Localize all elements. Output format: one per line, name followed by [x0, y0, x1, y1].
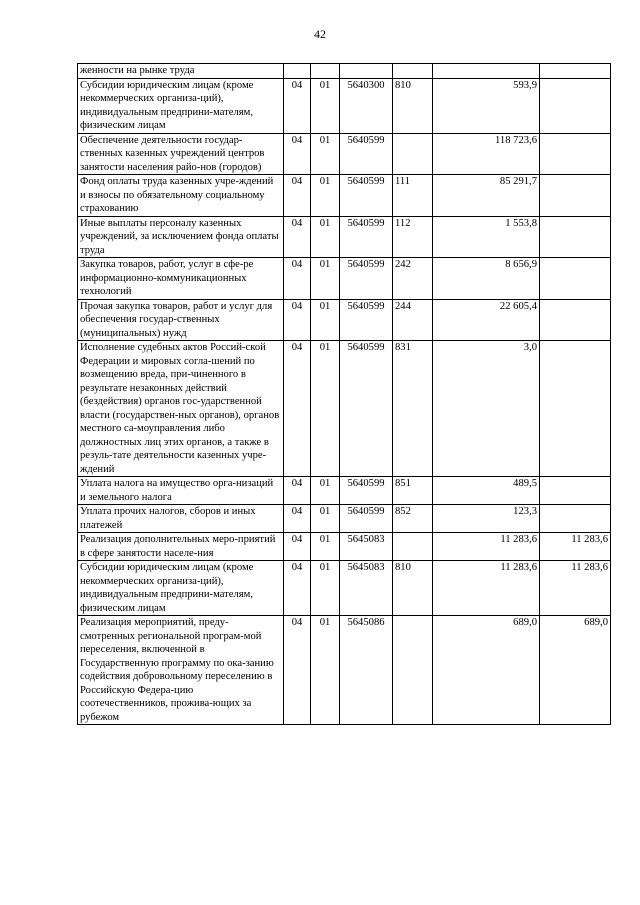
expense-name-cell: Фонд оплаты труда казенных учре-ждений и взносы по обязательному социальному страхованию: [78, 175, 284, 217]
table-row: [78, 561, 611, 616]
amount-cell: 593,9: [433, 78, 540, 133]
amount-federal-cell: 11 283,6: [540, 533, 611, 561]
table-row: [78, 533, 611, 561]
target-article-cell: 5640599: [340, 299, 393, 341]
section-code-cell: 04: [284, 133, 311, 175]
amount-federal-cell: [540, 216, 611, 258]
target-article-cell: 5640599: [340, 133, 393, 175]
table-row: [78, 78, 611, 133]
section-code-cell: 04: [284, 175, 311, 217]
amount-cell: 22 605,4: [433, 299, 540, 341]
subsection-code-cell: 01: [311, 341, 340, 477]
subsection-code-cell: 01: [311, 505, 340, 533]
subsection-code-cell: 01: [311, 78, 340, 133]
expense-name-cell: Уплата налога на имущество орга-низаций и земельного налога: [78, 477, 284, 505]
expense-type-cell: [393, 64, 433, 79]
table-row: [78, 216, 611, 258]
expense-type-cell: 111: [393, 175, 433, 217]
table-row: [78, 616, 611, 725]
amount-cell: 489,5: [433, 477, 540, 505]
expense-type-cell: [393, 616, 433, 725]
expense-name-cell: женности на рынке труда: [78, 64, 284, 79]
section-code-cell: 04: [284, 533, 311, 561]
section-code-cell: 04: [284, 299, 311, 341]
section-code-cell: 04: [284, 258, 311, 300]
expense-type-cell: 810: [393, 78, 433, 133]
table-row: [78, 64, 611, 79]
table-row: [78, 175, 611, 217]
amount-cell: 11 283,6: [433, 561, 540, 616]
section-code-cell: 04: [284, 505, 311, 533]
target-article-cell: 5640599: [340, 216, 393, 258]
expense-type-cell: 244: [393, 299, 433, 341]
expense-name-cell: Иные выплаты персоналу казенных учреждений, за исключением фонда оплаты труда: [78, 216, 284, 258]
table-row: [78, 341, 611, 477]
amount-federal-cell: [540, 175, 611, 217]
section-code-cell: 04: [284, 616, 311, 725]
target-article-cell: 5640599: [340, 175, 393, 217]
target-article-cell: 5645083: [340, 533, 393, 561]
amount-cell: 689,0: [433, 616, 540, 725]
target-article-cell: [340, 64, 393, 79]
subsection-code-cell: 01: [311, 477, 340, 505]
expense-type-cell: [393, 133, 433, 175]
expense-name-cell: Прочая закупка товаров, работ и услуг для обеспечения государ-ственных (муниципальных) нужд: [78, 299, 284, 341]
expense-name-cell: Субсидии юридическим лицам (кроме некоммерческих организа-ций), индивидуальным предприни-мателям, физическим лицам: [78, 561, 284, 616]
target-article-cell: 5645086: [340, 616, 393, 725]
budget-table: [77, 63, 611, 725]
target-article-cell: 5640599: [340, 341, 393, 477]
amount-cell: 85 291,7: [433, 175, 540, 217]
expense-name-cell: Реализация мероприятий, преду-смотренных региональной програм-мой переселения, включенной в Государственную программу по ока-занию содействия добровольному переселению в Российскую Федера-цию соотечественников, прожива-ющих за рубежом: [78, 616, 284, 725]
amount-cell: 8 656,9: [433, 258, 540, 300]
amount-federal-cell: 11 283,6: [540, 561, 611, 616]
expense-type-cell: 242: [393, 258, 433, 300]
amount-federal-cell: [540, 133, 611, 175]
expense-name-cell: Субсидии юридическим лицам (кроме некоммерческих организа-ций), индивидуальным предприни-мателям, физическим лицам: [78, 78, 284, 133]
target-article-cell: 5640300: [340, 78, 393, 133]
amount-federal-cell: [540, 505, 611, 533]
target-article-cell: 5640599: [340, 477, 393, 505]
section-code-cell: [284, 64, 311, 79]
amount-federal-cell: 689,0: [540, 616, 611, 725]
section-code-cell: 04: [284, 78, 311, 133]
subsection-code-cell: 01: [311, 258, 340, 300]
subsection-code-cell: 01: [311, 175, 340, 217]
amount-federal-cell: [540, 299, 611, 341]
expense-name-cell: Реализация дополнительных меро-приятий в сфере занятости населе-ния: [78, 533, 284, 561]
subsection-code-cell: 01: [311, 533, 340, 561]
table-row: [78, 505, 611, 533]
expense-name-cell: Исполнение судебных актов Россий-ской Федерации и мировых согла-шений по возмещению вреда, при-чиненного в результате незаконных действий (бездействия) органов гос-ударственной власти (государствен-ных органов), органов местного са-моуправления либо должностных лиц этих органов, а также в резуль-тате деятельности казенных учре-ждений: [78, 341, 284, 477]
table-row: [78, 299, 611, 341]
expense-type-cell: 831: [393, 341, 433, 477]
amount-cell: 123,3: [433, 505, 540, 533]
subsection-code-cell: 01: [311, 216, 340, 258]
expense-name-cell: Обеспечение деятельности государ-ственных казенных учреждений центров занятости населения райо-нов (городов): [78, 133, 284, 175]
expense-name-cell: Закупка товаров, работ, услуг в сфе-ре информационно-коммуникационных технологий: [78, 258, 284, 300]
section-code-cell: 04: [284, 341, 311, 477]
subsection-code-cell: 01: [311, 133, 340, 175]
expense-type-cell: 852: [393, 505, 433, 533]
amount-federal-cell: [540, 64, 611, 79]
target-article-cell: 5640599: [340, 505, 393, 533]
amount-cell: 11 283,6: [433, 533, 540, 561]
amount-federal-cell: [540, 341, 611, 477]
section-code-cell: 04: [284, 561, 311, 616]
expense-type-cell: [393, 533, 433, 561]
amount-cell: [433, 64, 540, 79]
amount-cell: 3,0: [433, 341, 540, 477]
amount-federal-cell: [540, 78, 611, 133]
expense-type-cell: 112: [393, 216, 433, 258]
table-row: [78, 477, 611, 505]
section-code-cell: 04: [284, 216, 311, 258]
section-code-cell: 04: [284, 477, 311, 505]
expense-type-cell: 851: [393, 477, 433, 505]
amount-federal-cell: [540, 477, 611, 505]
amount-cell: 1 553,8: [433, 216, 540, 258]
table-row: [78, 133, 611, 175]
amount-cell: 118 723,6: [433, 133, 540, 175]
target-article-cell: 5645083: [340, 561, 393, 616]
page-number: 42: [314, 27, 326, 41]
expense-name-cell: Уплата прочих налогов, сборов и иных платежей: [78, 505, 284, 533]
table-row: [78, 258, 611, 300]
subsection-code-cell: 01: [311, 561, 340, 616]
expense-type-cell: 810: [393, 561, 433, 616]
budget-table-body: [78, 64, 611, 725]
target-article-cell: 5640599: [340, 258, 393, 300]
subsection-code-cell: 01: [311, 299, 340, 341]
amount-federal-cell: [540, 258, 611, 300]
subsection-code-cell: 01: [311, 616, 340, 725]
subsection-code-cell: [311, 64, 340, 79]
